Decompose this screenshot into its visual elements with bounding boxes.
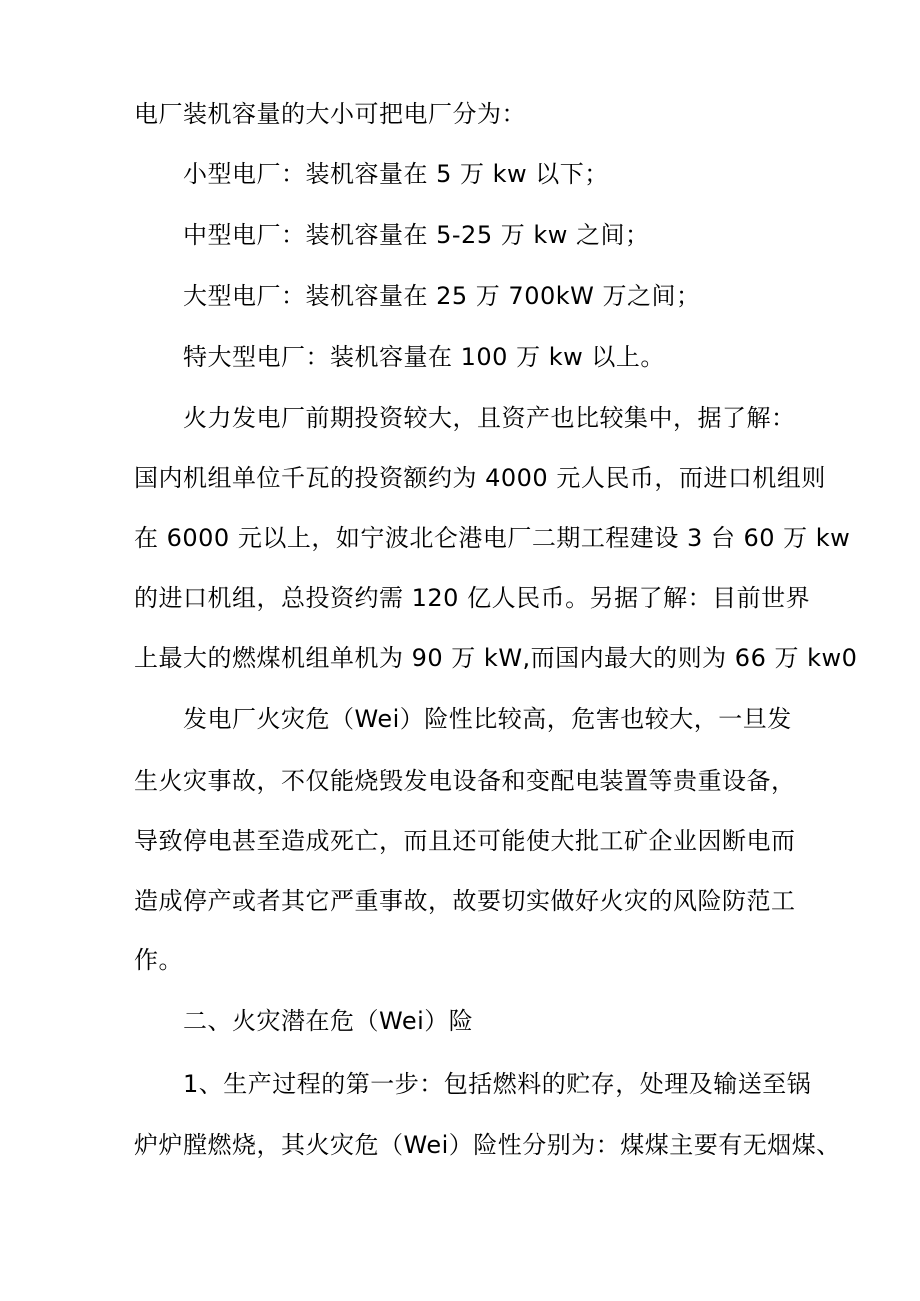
paragraph-line-small-plant: 小型电厂：装机容量在 5 万 kw 以下； (183, 160, 609, 188)
paragraph-line-fire-risk-2: 生火灾事故，不仅能烧毁发电设备和变配电装置等贵重设备， (134, 767, 796, 795)
paragraph-line-process-2: 炉炉膛燃烧，其火灾危（Wei）险性分别为：煤煤主要有无烟煤、 (134, 1131, 841, 1159)
paragraph-line-fire-risk-1: 发电厂火灾危（Wei）险性比较高，危害也较大，一旦发 (183, 705, 792, 733)
paragraph-line-fire-risk-3: 导致停电甚至造成死亡，而且还可能使大批工矿企业因断电而 (134, 827, 796, 855)
paragraph-line-investment-4: 的进口机组，总投资约需 120 亿人民币。另据了解：目前世界 (134, 584, 811, 612)
paragraph-line-extra-large-plant: 特大型电厂：装机容量在 100 万 kw 以上。 (183, 343, 665, 371)
paragraph-line-fire-risk-5: 作。 (134, 946, 183, 974)
paragraph-line-investment-3: 在 6000 元以上，如宁波北仑港电厂二期工程建设 3 台 60 万 kw (134, 524, 851, 552)
paragraph-line-process-1: 1、生产过程的第一步：包括燃料的贮存，处理及输送至锅 (183, 1070, 812, 1098)
paragraph-line-medium-plant: 中型电厂：装机容量在 5-25 万 kw 之间； (183, 221, 650, 249)
paragraph-line-investment-1: 火力发电厂前期投资较大，且资产也比较集中，据了解： (183, 404, 796, 432)
paragraph-line-large-plant: 大型电厂：装机容量在 25 万 700kW 万之间； (183, 282, 701, 310)
paragraph-line-investment-5: 上最大的燃煤机组单机为 90 万 kW,而国内最大的则为 66 万 kw0 (134, 644, 858, 672)
paragraph-line-capacity-intro: 电厂装机容量的大小可把电厂分为： (134, 100, 526, 128)
paragraph-line-investment-2: 国内机组单位千瓦的投资额约为 4000 元人民币，而进口机组则 (134, 464, 826, 492)
paragraph-line-fire-risk-4: 造成停产或者其它严重事故，故要切实做好火灾的风险防范工 (134, 887, 796, 915)
section-heading-fire-hazards: 二、火灾潜在危（Wei）险 (183, 1007, 474, 1035)
